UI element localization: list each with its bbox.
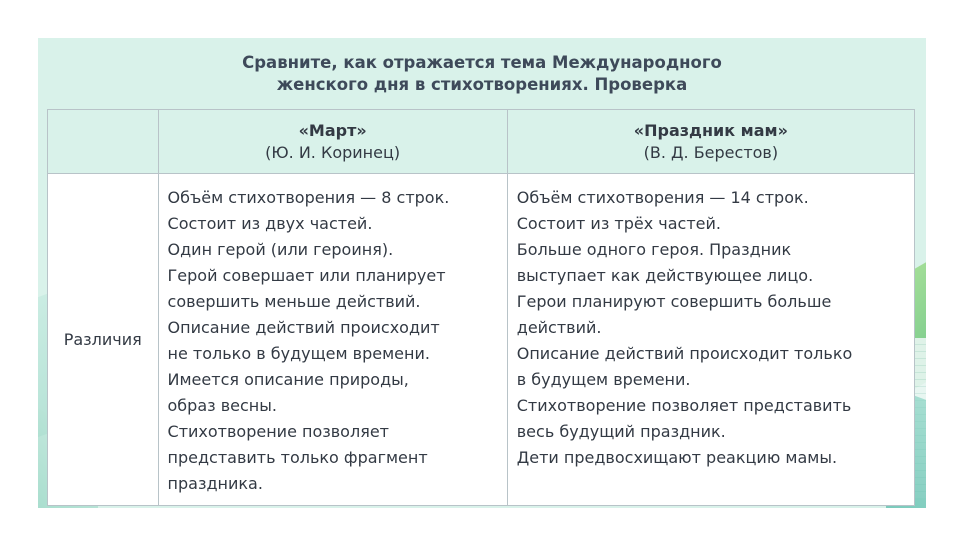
header-cell-prazdnik-mam bbox=[507, 110, 914, 174]
cell-line: образ весны. bbox=[167, 396, 277, 415]
table-header-row bbox=[48, 110, 915, 174]
poem-author: (В. Д. Берестов) bbox=[643, 142, 779, 162]
cell-line: совершить меньше действий. bbox=[167, 292, 421, 311]
cell-line: Имеется описание природы, bbox=[167, 370, 409, 389]
row-label-differences: Различия bbox=[48, 174, 159, 506]
cell-prazdnik-mam-differences bbox=[507, 174, 914, 506]
cell-line: Состоит из трёх частей. bbox=[516, 214, 721, 233]
cell-line: Дети предвосхищают реакцию мамы. bbox=[516, 448, 838, 467]
cell-line: весь будущий праздник. bbox=[516, 422, 726, 441]
cell-line: Стихотворение позволяет представить bbox=[516, 396, 852, 415]
table-row bbox=[48, 174, 915, 506]
cell-line: Объём стихотворения — 8 строк. bbox=[167, 188, 450, 207]
cell-line: выступает как действующее лицо. bbox=[516, 266, 814, 285]
cell-line: в будущем времени. bbox=[516, 370, 691, 389]
cell-line: не только в будущем времени. bbox=[167, 344, 430, 363]
cell-line: представить только фрагмент bbox=[167, 448, 428, 467]
cell-line: Описание действий происходит только bbox=[516, 344, 853, 363]
cell-line: Описание действий происходит bbox=[167, 318, 440, 337]
header-empty-cell bbox=[48, 110, 159, 174]
comparison-table bbox=[47, 109, 915, 506]
cell-line: Стихотворение позволяет bbox=[167, 422, 389, 441]
cell-line: Герой совершает или планирует bbox=[167, 266, 446, 285]
cell-line: праздника. bbox=[167, 474, 263, 493]
cell-mart-differences bbox=[158, 174, 507, 506]
slide-title-line: Сравните, как отражается тема Международного bbox=[242, 53, 722, 72]
cell-line: Герои планируют совершить больше bbox=[516, 292, 832, 311]
cell-line: Объём стихотворения — 14 строк. bbox=[516, 188, 809, 207]
header-cell-mart bbox=[158, 110, 507, 174]
cell-line: Больше одного героя. Праздник bbox=[516, 240, 792, 259]
poem-title: «Праздник мам» bbox=[633, 120, 788, 140]
cell-line: действий. bbox=[516, 318, 602, 337]
slide-title-line: женского дня в стихотворениях. Проверка bbox=[276, 75, 688, 94]
slide-title bbox=[38, 52, 926, 96]
poem-author: (Ю. И. Коринец) bbox=[265, 142, 401, 162]
cell-line: Один герой (или героиня). bbox=[167, 240, 394, 259]
poem-title: «Март» bbox=[298, 120, 367, 140]
cell-line: Состоит из двух частей. bbox=[167, 214, 373, 233]
